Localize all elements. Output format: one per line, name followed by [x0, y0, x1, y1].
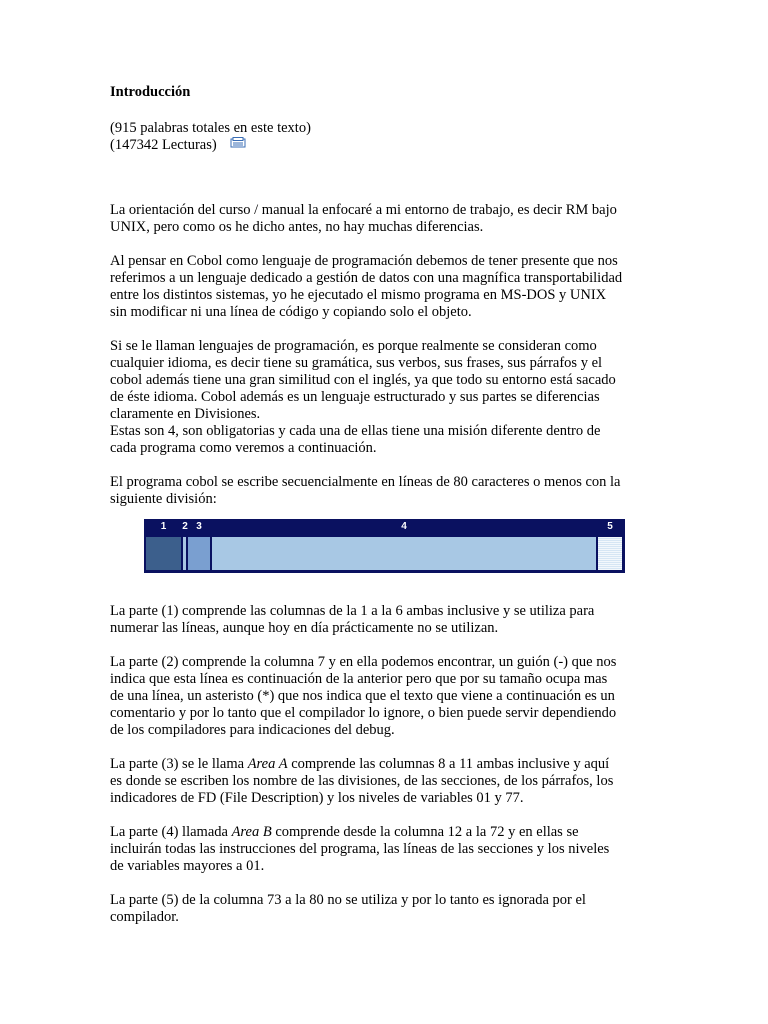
page-title: Introducción: [110, 84, 191, 100]
print-icon[interactable]: [230, 136, 246, 153]
text-line: es donde se escriben los nombre de las divisiones, de las secciones, de los párrafos, los: [110, 773, 614, 789]
diagram-label-1: 1: [160, 521, 167, 532]
area-b-term: Area B: [231, 824, 272, 840]
area-a-term: Area A: [247, 756, 288, 772]
text-line: [110, 756, 670, 773]
text-line: cobol además tiene una gran similitud con el inglés, ya que todo su entorno está sacado: [110, 372, 616, 389]
word-count: (915 palabras totales en este texto): [110, 120, 311, 136]
text-line: de los compiladores para indicaciones del debug.: [110, 722, 395, 738]
paragraph: [110, 338, 670, 457]
diagram-segment-5: [598, 537, 622, 570]
text-line: comentario y por lo tanto que el compilador lo ignore, o bien puede servir dependiendo: [110, 705, 617, 721]
article-body: [110, 202, 670, 508]
cobol-columns-diagram: [144, 519, 625, 573]
text-line: entre los distintos sistemas, yo he ejecutado el mismo programa en MS-DOS y UNIX: [110, 287, 607, 304]
document-page: [110, 84, 670, 525]
text-line: UNIX, pero como os he dicho antes, no hay muchas diferencias.: [110, 219, 484, 236]
part-1-paragraph: [110, 603, 670, 637]
part-3-paragraph: [110, 756, 670, 807]
diagram-segment-1: [146, 537, 181, 570]
part-5-paragraph: [110, 892, 670, 926]
text-line: La parte (5) de la columna 73 a la 80 no se utiliza y por lo tanto es ignorada por el: [110, 892, 586, 908]
paragraph: [110, 253, 670, 321]
text-fragment: La parte (4) llamada: [110, 824, 232, 840]
text-line: numerar las líneas, aunque hoy en día prácticamente no se utilizan.: [110, 620, 499, 636]
diagram-label-4: 4: [401, 521, 407, 532]
diagram-segment-2: [183, 537, 186, 570]
text-line: cada programa como veremos a continuación.: [110, 440, 377, 457]
text-line: incluirán todas las instrucciones del programa, las líneas de las secciones y los niveles: [110, 841, 610, 857]
text-line: indica que esta línea es continuación de la anterior pero que por su tamaño ocupa mas: [110, 671, 608, 687]
diagram-segment-4: [212, 537, 596, 570]
parts-section: [110, 603, 670, 943]
text-line: compilador.: [110, 909, 179, 925]
text-line: indicadores de FD (File Description) y los niveles de variables 01 y 77.: [110, 790, 524, 806]
text-fragment: comprende las columnas 8 a 11 ambas inclusive y aquí: [287, 756, 610, 772]
text-line: [110, 824, 670, 841]
text-line: de éste idioma. Cobol además es un lenguaje estructurado y sus partes se diferencias: [110, 389, 600, 406]
text-line: sin modificar ni una línea de código y copiando solo el objeto.: [110, 304, 472, 321]
diagram-segment-3: [188, 537, 210, 570]
part-2-paragraph: [110, 654, 670, 739]
text-line: referimos a un lenguaje dedicado a gestión de datos con una magnífica transportabilidad: [110, 270, 623, 287]
text-line: Si se le llaman lenguajes de programación, es porque realmente se consideran como: [110, 338, 597, 355]
text-line: El programa cobol se escribe secuencialmente en líneas de 80 caracteres o menos con la: [110, 474, 621, 491]
read-count-row: [110, 137, 670, 154]
stats-block: [110, 120, 670, 154]
paragraph: [110, 202, 670, 236]
text-line: siguiente división:: [110, 491, 217, 508]
text-line: Estas son 4, son obligatorias y cada una de ellas tiene una misión diferente dentro de: [110, 423, 601, 440]
diagram-label-5: 5: [607, 521, 613, 532]
diagram-label-2: 2: [182, 521, 188, 532]
part-4-paragraph: [110, 824, 670, 875]
text-line: La parte (2) comprende la columna 7 y en ella podemos encontrar, un guión (-) que nos: [110, 654, 617, 670]
text-line: cualquier idioma, es decir tiene su gramática, sus verbos, sus frases, sus párrafos y el: [110, 355, 603, 372]
text-fragment: La parte (3) se le llama: [110, 756, 248, 772]
text-line: Al pensar en Cobol como lenguaje de programación debemos de tener presente que nos: [110, 253, 618, 270]
text-line: claramente en Divisiones.: [110, 406, 261, 423]
text-fragment: comprende desde la columna 12 a la 72 y en ellas se: [271, 824, 579, 840]
text-line: de variables mayores a 01.: [110, 858, 265, 874]
diagram-label-3: 3: [196, 521, 202, 532]
text-line: La parte (1) comprende las columnas de la 1 a la 6 ambas inclusive y se utiliza para: [110, 603, 595, 619]
paragraph: [110, 474, 670, 508]
read-count: (147342 Lecturas): [110, 137, 217, 153]
text-line: La orientación del curso / manual la enfocaré a mi entorno de trabajo, es decir RM bajo: [110, 202, 617, 219]
text-line: de una línea, un asteristo (*) que nos indica que el texto que viene a continuación es un: [110, 688, 615, 704]
